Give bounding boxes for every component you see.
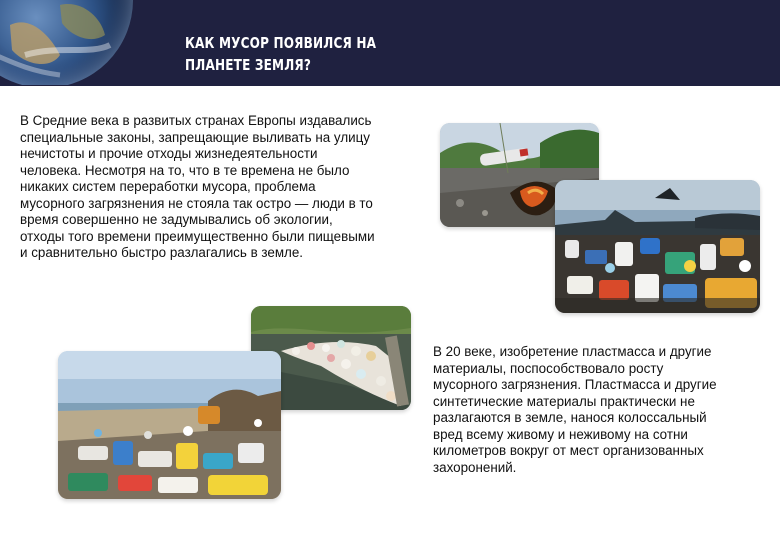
slide-title bbox=[185, 32, 388, 76]
middle-ages-paragraph bbox=[20, 113, 375, 262]
text-line: В 20 веке, изобретение пластмасса и другие bbox=[433, 344, 712, 359]
text-line: и сравнительно быстро разлагались в земле. bbox=[20, 245, 304, 260]
text-line: нечистоты и прочие отходы жизнедеятельности bbox=[20, 146, 318, 161]
text-line: мусорного загрязнения не стояла так остро — люди в то bbox=[20, 195, 373, 211]
text-line: захоронений. bbox=[433, 459, 517, 475]
twentieth-century-paragraph bbox=[433, 344, 717, 476]
text-line: время совершенно не задумывались об экологии, bbox=[20, 212, 333, 227]
title-line-2: ПЛАНЕТЕ ЗЕМЛЯ? bbox=[185, 56, 312, 74]
text-line: человека. Несмотря на то, что в те времена не было bbox=[20, 162, 350, 178]
text-line: В Средние века в развитых странах Европы издавались bbox=[20, 113, 372, 128]
text-line: мусорного загрязнения. Пластмасса и другие bbox=[433, 377, 717, 392]
earth-globe-icon bbox=[0, 0, 145, 85]
text-line: отходы того времени преимущественно были пищевыми bbox=[20, 228, 375, 244]
title-line-1: КАК МУСОР ПОЯВИЛСЯ НА bbox=[185, 34, 377, 52]
text-line: специальные законы, запрещающие выливать на улицу bbox=[20, 129, 370, 145]
seashore-trash-photo bbox=[555, 180, 760, 313]
slide-header bbox=[0, 0, 780, 86]
text-line: вред всему живому и неживому на сотни bbox=[433, 426, 688, 442]
text-line: синтетические материалы практически не bbox=[433, 393, 695, 409]
littered-beach-photo bbox=[58, 351, 281, 499]
text-line: никаких систем переработки мусора, проблема bbox=[20, 179, 316, 194]
text-line: километров вокруг от мест организованных bbox=[433, 443, 704, 458]
text-line: материалы, поспособствовало росту bbox=[433, 360, 664, 376]
text-line: разлагаются в земле, нанося колоссальный bbox=[433, 410, 707, 425]
